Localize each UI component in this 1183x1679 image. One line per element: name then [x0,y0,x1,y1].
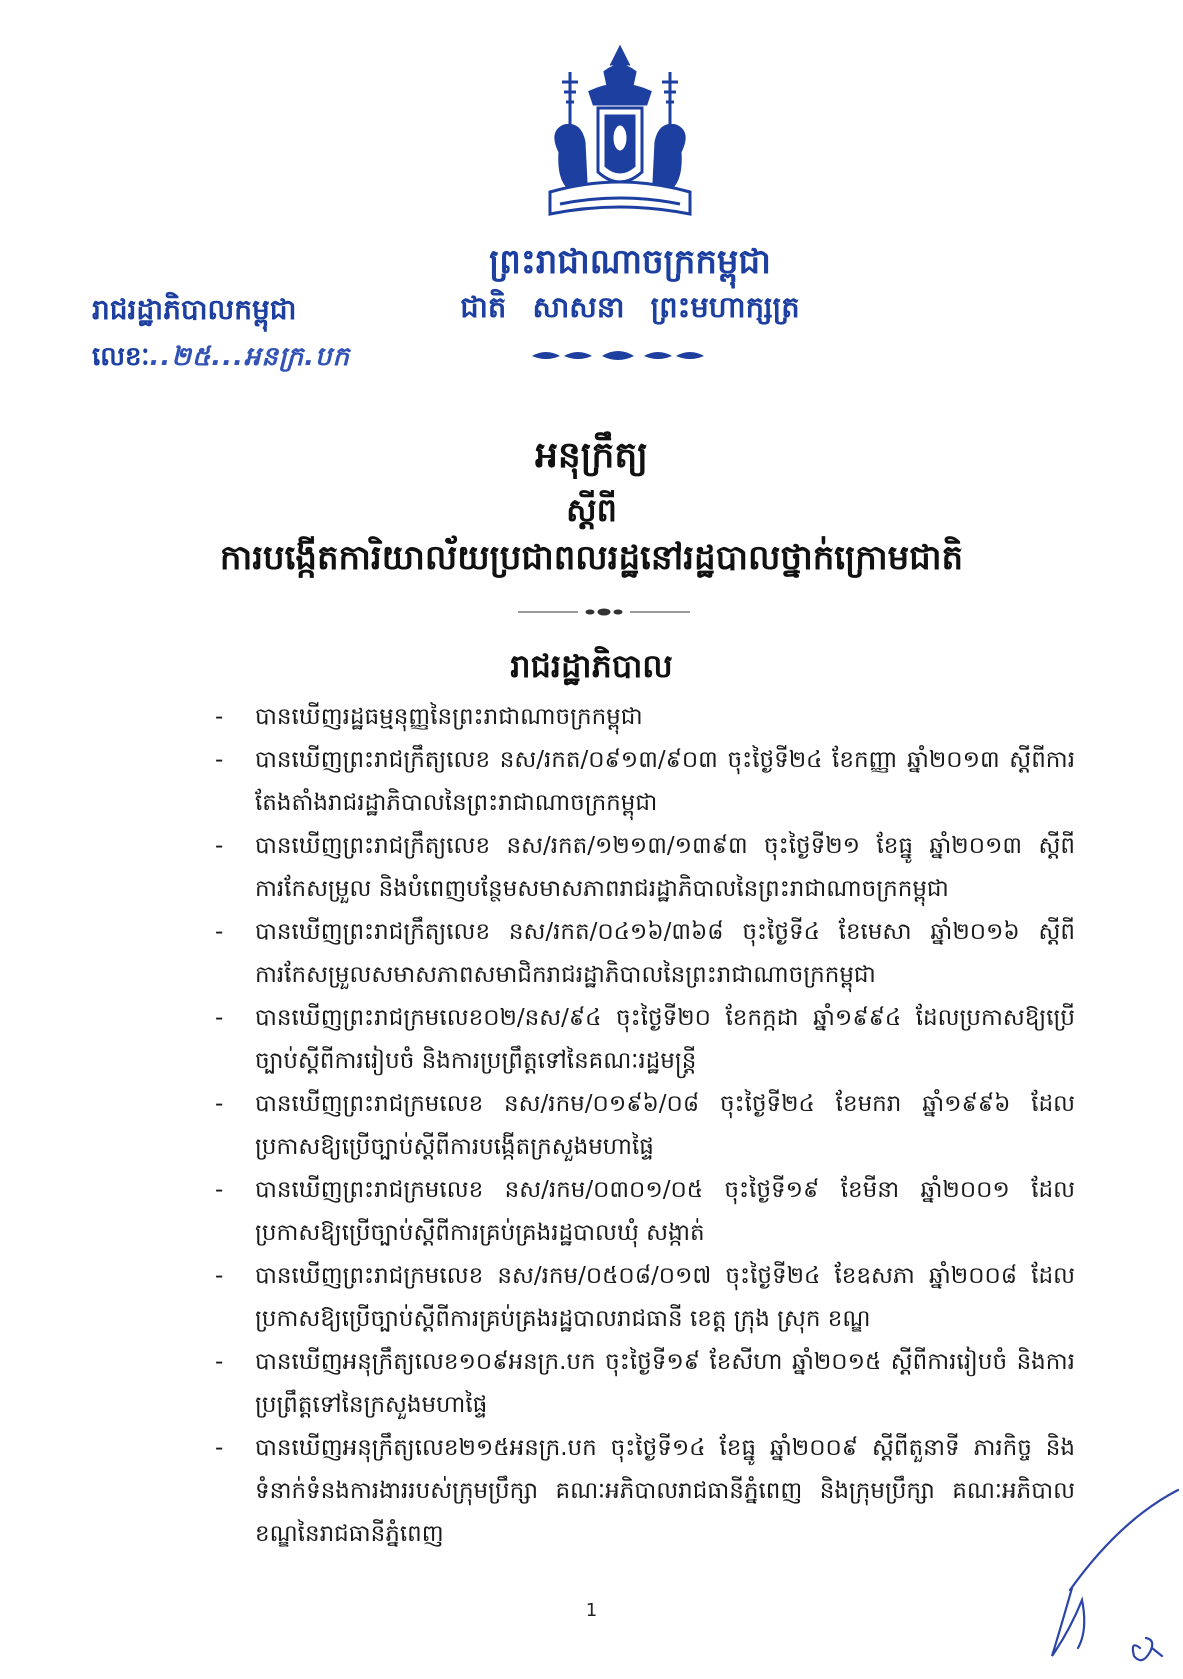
recital-text: បានឃើញអនុក្រឹត្យលេខ២១៥អនក្រ.បក ចុះថ្ងៃទី១៤ ខែធ្នូ ឆ្នាំ២០០៩ ស្តីពីតួនាទី ភារកិច្ច និងទំនាក់ទំនងការងាររបស់ក្រុមប្រឹក្សា គណៈអភិបាលរាជធានីភ្នំពេញ និងក្រុមប្រឹក្សា គណៈអភិបាលខណ្ឌនៃរាជធានីភ្នំពេញ [255,1435,1075,1547]
royal-coat-of-arms-icon [520,42,720,242]
reference-handwritten: ..២៥...អនក្រ.បក [149,342,351,372]
recital-text: បានឃើញព្រះរាជក្រមលេខ០២/នស/៩៤ ចុះថ្ងៃទី២០ ខែកក្កដា ឆ្នាំ១៩៩៤ ដែលប្រកាសឱ្យប្រើច្បាប់ស្តីពីការរៀបចំ និងការប្រព្រឹត្តទៅនៃគណៈរដ្ឋមន្ត្រី [255,1005,1075,1074]
bullet-dash: - [215,1263,224,1289]
document-about: ស្តីពី [566,491,617,529]
recital-text: បានឃើញព្រះរាជក្រឹត្យលេខ នស/រកត/០៤១៦/៣៦៨ ចុះថ្ងៃទី៤ ខែមេសា ឆ្នាំ២០១៦ ស្តីពីការកែសម្រួលសមាសភាពសមាជិករាជរដ្ឋាភិបាលនៃព្រះរាជាណាចក្រកម្ពុជា [255,919,1075,988]
motto-king: ព្រះមហាក្សត្រ [650,290,800,324]
reference-label: លេខៈ [92,342,150,372]
recital-text: បានឃើញអនុក្រឹត្យលេខ១០៩អនក្រ.បក ចុះថ្ងៃទី១៩ ខែសីហា ឆ្នាំ២០១៥ ស្តីពីការរៀបចំ និងការប្រព្រឹត្តទៅនៃក្រសួងមហាផ្ទៃ [255,1349,1075,1418]
bullet-dash: - [215,1177,224,1203]
recital-text: បានឃើញព្រះរាជក្រឹត្យលេខ នស/រកត/០៩១៣/៩០៣ ចុះថ្ងៃទី២៤ ខែកញ្ញា ឆ្នាំ២០១៣ ស្តីពីការតែងតាំងរាជរដ្ឋាភិបាលនៃព្រះរាជាណាចក្រកម្ពុជា [255,747,1075,816]
title-divider-icon [518,606,690,618]
document-subject: ការបង្កើតការិយាល័យប្រជាពលរដ្ឋនៅរដ្ឋបាលថ្នាក់ក្រោមជាតិ [219,538,964,578]
bullet-dash: - [215,1005,224,1031]
bullet-dash: - [215,1349,224,1375]
ornament-divider-icon [528,346,708,366]
bullet-dash: - [215,1091,224,1117]
document-type: អនុក្រឹត្យ [535,435,648,476]
recital-text: បានឃើញរដ្ឋធម្មនុញ្ញនៃព្រះរាជាណាចក្រកម្ពុជា [255,704,643,730]
kingdom-title: ព្រះរាជាណាចក្រកម្ពុជា [489,242,771,282]
list-item [215,911,1075,997]
government-name: រាជរដ្ឋាភិបាលកម្ពុជា [92,293,297,326]
motto-nation: ជាតិ [460,290,507,324]
recital-text: បានឃើញព្រះរាជក្រមលេខ នស/រកម/០៥០៨/០១៧ ចុះថ្ងៃទី២៤ ខែឧសភា ឆ្នាំ២០០៨ ដែលប្រកាសឱ្យប្រើច្បាប់ស្តីពីការគ្រប់គ្រងរដ្ឋបាលរាជធានី ខេត្ត ក្រុង ស្រុក ខណ្ឌ [255,1263,1075,1332]
list-item [215,696,1075,739]
recital-text: បានឃើញព្រះរាជក្រឹត្យលេខ នស/រកត/១២១៣/១៣៩៣ ចុះថ្ងៃទី២១ ខែធ្នូ ឆ្នាំ២០១៣ ស្តីពីការកែសម្រួល និងបំពេញបន្ថែមសមាសភាពរាជរដ្ឋាភិបាលនៃព្រះរាជាណាចក្រកម្ពុជា [255,833,1075,902]
page-number: 1 [585,1600,598,1621]
list-item [215,1255,1075,1341]
bullet-dash: - [215,833,224,859]
list-item [215,825,1075,911]
handwritten-signature [1030,1480,1180,1670]
list-item [215,1169,1075,1255]
recital-text: បានឃើញព្រះរាជក្រមលេខ នស/រកម/០៣០១/០៥ ចុះថ្ងៃទី១៩ ខែមីនា ឆ្នាំ២០០១ ដែលប្រកាសឱ្យប្រើច្បាប់ស្តីពីការគ្រប់គ្រងរដ្ឋបាលឃុំ សង្កាត់ [255,1177,1075,1246]
list-item [215,997,1075,1083]
bullet-dash: - [215,919,224,945]
list-item [215,739,1075,825]
bullet-dash: - [215,704,224,730]
section-heading: រាជរដ្ឋាភិបាល [510,647,673,685]
motto-religion: សាសនា [532,290,625,324]
list-item [215,1083,1075,1169]
national-motto [420,290,840,332]
bullet-dash: - [215,747,224,773]
list-item [215,1427,1075,1556]
reference-number [92,340,350,378]
recitals-list [215,696,1075,1556]
list-item [215,1341,1075,1427]
recital-text: បានឃើញព្រះរាជក្រមលេខ នស/រកម/០១៩៦/០៨ ចុះថ្ងៃទី២៤ ខែមករា ឆ្នាំ១៩៩៦ ដែលប្រកាសឱ្យប្រើច្បាប់ស្តីពីការបង្កើតក្រសួងមហាផ្ទៃ [255,1091,1075,1160]
bullet-dash: - [215,1435,224,1461]
